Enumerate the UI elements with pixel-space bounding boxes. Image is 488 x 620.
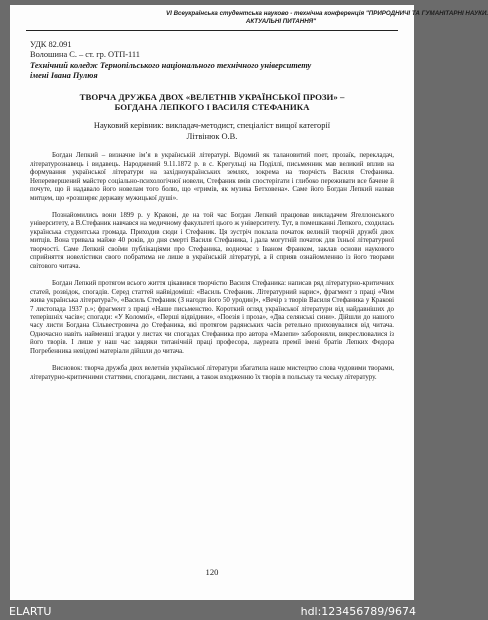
article-title-line-1: ТВОРЧА ДРУЖБА ДВОХ «ВЕЛЕТНІВ УКРАЇНСЬКОЇ ПРОЗИ» – — [79, 91, 345, 102]
repository-name: ELARTU — [9, 605, 52, 618]
body-paragraph-2: Познайомились вони 1899 р. у Кракові, де на той час Богдан Лепкий працював викладачем Ягеллонського університету, а В.Стефаник навчався на медичному факультеті цього ж університету. Тут, в помешканні Лепкого, сходилась українська студентська громада. Приходив сюди і Стефаник. Ця зустріч поклала початок великій творчій дружбі двох митців. Вона тривала майже 40 років, до дня смерті Василя Стефаника, і дала могутній початок для їхньої літературної творчості. Саме Лепкий своїми публікаціями про Стефаника, водночас з Іваном Франком, заклав основи наукового сприйняття новелістики свого побратима не лише в українській літературі, а й сприяв ознайомленню із його творами світового читача. — [30, 211, 394, 270]
page-number: 120 — [205, 567, 219, 577]
viewer-footer-bar — [0, 600, 424, 620]
conference-header-line-2: АКТУАЛЬНІ ПИТАННЯ" — [245, 17, 317, 25]
article-title-line-2: БОГДАНА ЛЕПКОГО І ВАСИЛЯ СТЕФАНИКА — [114, 102, 310, 113]
advisor-line-2: Літвінюк О.В. — [186, 131, 238, 141]
article-title — [30, 92, 394, 113]
scientific-advisor — [30, 121, 394, 142]
college-line-1: Технічний коледж Тернопільського національного технічного університету — [30, 60, 312, 70]
author-line: Волошина С. – ст. гр. ОТП-111 — [30, 50, 140, 60]
body-paragraph-1: Богдан Лепкий – визначне ім’я в українській літературі. Відомий як талановитий поет, прозаїк, перекладач, літературознавець і видавець. Народжений 9.11.1872 р. в с. Крегульці на Поділлі, письменник мав великий вплив на формування української літератури на західноукраїнських землях, зокрема на творчість Василя Стефаника. Неперевершений майстер соціально-психологічної новели, Стефаник вмів спостерігати і глибоко переживати все бачене й почуте, що й надавало його новелам того болю, що «гримів, як музика Бетховена». Саме його Богдан Лепкий назвав митцем, що «розширяє державу мужицької душі». — [30, 152, 394, 202]
header-divider — [26, 30, 398, 31]
conference-header — [28, 5, 488, 30]
conclusion-paragraph: Висновок: творча дружба двох велетнів української літератури збагатила наше мистецтво слова чудовими творами, літературно-критичними статтями, спогадами, листами, а також входженню їх творів в польську та чеську літературу. — [30, 365, 394, 381]
conference-header-line-1: VI Всеукраїнська студентська науково - технічна конференція "ПРИРОДНИЧІ ТА ГУМАНІТАРНІ НАУКИ. — [166, 10, 488, 17]
body-paragraph-3: Богдан Лепкий протягом всього життя цікавився творчістю Василя Стефаника: написав ряд літературно-критичних статей, розвідок, спогадів. Серед статтей найвідоміші: «Василь Стефаник. Літературний нарис», фрагмент з праці «Чим жива українська література?», «Василь Стефаник (З нагоди його 50 уродин)», «Вечір з творів Василя Стефаника у Кракові 7 листопада 1937 р.»; фрагмент з праці «Наше письменство. Короткий огляд української літератури від найдавніших до теперішніх часів»; спогади: «У Коломиї», «Перші відвідини», «Поезія і проза», «Два селянські сини». Дійшли до нашого часу листи Богдана Сільвестровича до Стефаника, які протягом радянських часів ретельно приховувалися від читача. Одночасно навіть найменші згадки у листах чи спогадах Стефаника про автора «Мазепи» забороняли, викреслювалися із його творів. І лише у наш час завдяки титанічній праці професора, лауреата премії імені братів Лепких Федора Погребенника невідомі матеріали дійшли до читача. — [30, 280, 394, 355]
advisor-line-1: Науковий керівник: викладач-методист, спеціаліст вищої категорії — [93, 121, 331, 131]
document-page — [10, 5, 488, 600]
college-line-2: імені Івана Пулюя — [30, 71, 98, 81]
handle-identifier[interactable]: hdl:123456789/9674 — [300, 605, 416, 618]
udk-code: УДК 82.091 — [30, 40, 72, 49]
